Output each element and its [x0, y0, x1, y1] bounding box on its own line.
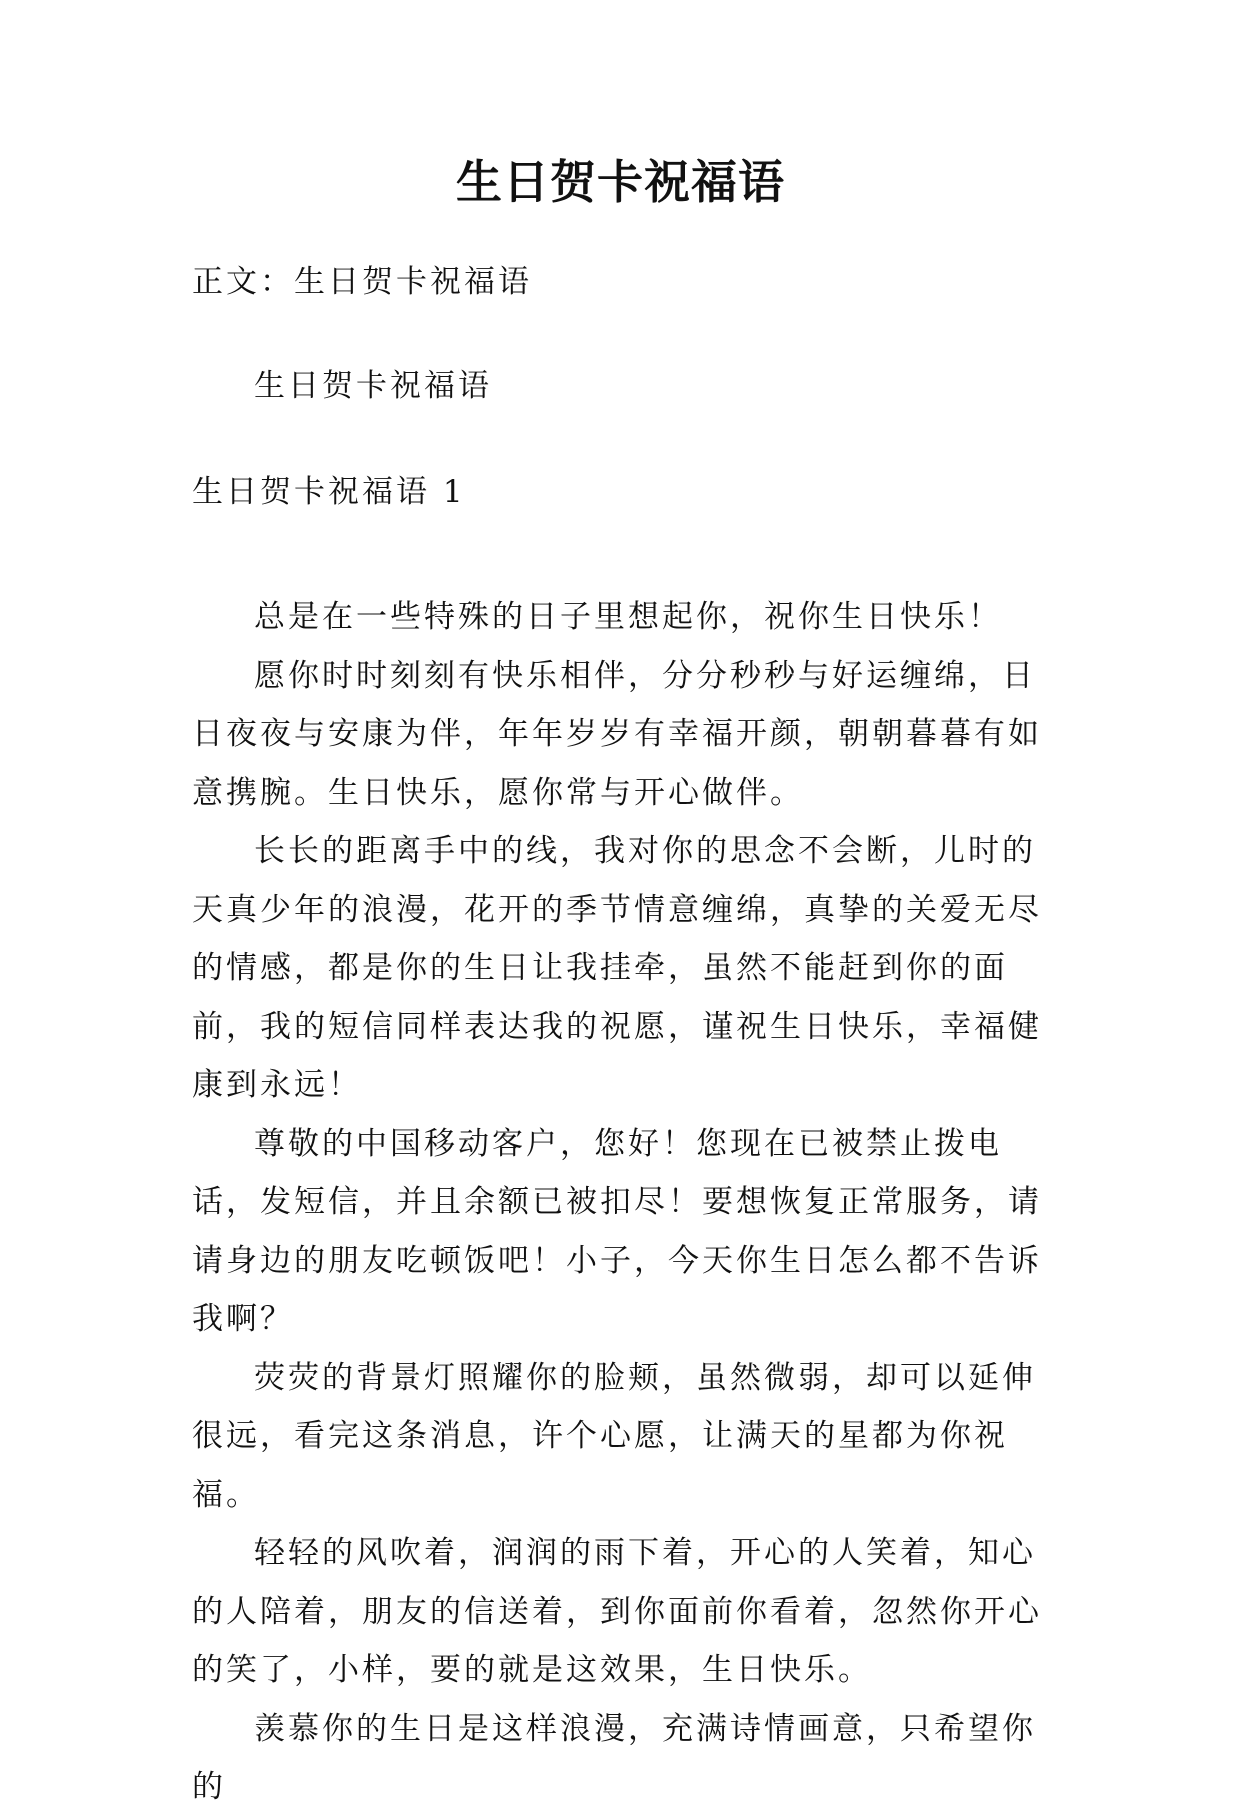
document-subtitle: 生日贺卡祝福语 [254, 368, 492, 404]
paragraph: 羡慕你的生日是这样浪漫，充满诗情画意，只希望你的 [192, 1710, 1036, 1805]
paragraph: 荧荧的背景灯照耀你的脸颊，虽然微弱，却可以延伸很远，看完这条消息，许个心愿，让满天的星都为你祝福。 [192, 1359, 1036, 1513]
document-title: 生日贺卡祝福语 [456, 155, 785, 209]
label-line: 正文：生日贺卡祝福语 [192, 264, 532, 300]
paragraph: 尊敬的中国移动客户，您好！您现在已被禁止拨电话，发短信，并且余额已被扣尽！要想恢复正常服务，请请身边的朋友吃顿饭吧！小子，今天你生日怎么都不告诉我啊？ [192, 1125, 1042, 1337]
paragraph: 轻轻的风吹着，润润的雨下着，开心的人笑着，知心的人陪着，朋友的信送着，到你面前你看着，忽然你开心的笑了，小样，要的就是这效果，生日快乐。 [192, 1535, 1042, 1688]
document-body [192, 588, 1052, 1817]
section-heading: 生日贺卡祝福语 1 [192, 474, 466, 510]
paragraph: 愿你时时刻刻有快乐相伴，分分秒秒与好运缠绵，日日夜夜与安康为伴，年年岁岁有幸福开颜，朝朝暮暮有如意携腕。生日快乐，愿你常与开心做伴。 [192, 657, 1042, 811]
paragraph: 总是在一些特殊的日子里想起你，祝你生日快乐！ [254, 599, 1002, 635]
paragraph: 长长的距离手中的线，我对你的思念不会断，儿时的天真少年的浪漫，花开的季节情意缠绵，真挚的关爱无尽的情感，都是你的生日让我挂牵，虽然不能赶到你的面前，我的短信同样表达我的祝愿，谨祝生日快乐，幸福健康到永远！ [192, 833, 1042, 1103]
